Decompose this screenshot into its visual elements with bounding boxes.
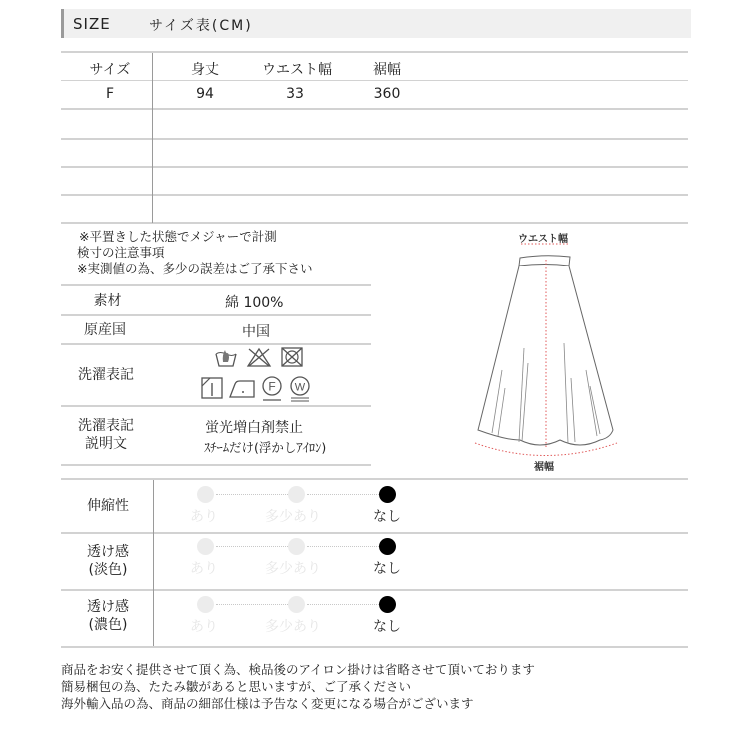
svg-text:F: F (268, 379, 276, 394)
divider (61, 284, 371, 286)
rating-label-line: 透け感 (87, 599, 129, 615)
rating-option-nashi: なし (373, 619, 401, 635)
rating-dot-nashi-selected (379, 596, 396, 613)
rating-option-nashi: なし (373, 509, 401, 525)
rating-label-sheer-light (72, 543, 144, 579)
low-iron-icon (228, 378, 256, 400)
cell-hem: 360 (373, 86, 401, 102)
column-header-length: 身丈 (191, 62, 219, 78)
rating-dot-tashou (288, 538, 305, 555)
skirt-diagram (460, 228, 660, 473)
rating-option-nashi: なし (373, 561, 401, 577)
line-dry-shade-icon (200, 376, 224, 400)
divider (61, 478, 688, 480)
rating-option-tashou: 多少あり (265, 509, 321, 525)
divider (61, 166, 688, 168)
waist-label: ウエスト幅 (518, 234, 568, 245)
care-desc-label-line: 説明文 (85, 436, 127, 452)
rating-option-tashou: 多少あり (265, 561, 321, 577)
svg-text:W: W (294, 381, 306, 394)
divider (61, 405, 371, 407)
origin-value: 中国 (242, 324, 270, 340)
rating-label-line: (濃色) (88, 617, 128, 633)
divider (61, 80, 688, 81)
divider (61, 108, 688, 110)
header-title-en: SIZE (73, 15, 111, 33)
rating-dot-ari (197, 538, 214, 555)
rating-scale-sheer-light (190, 538, 410, 598)
footer-line: 海外輸入品の為、商品の細部仕様は予告なく変更になる場合がございます (61, 696, 474, 711)
divider (61, 314, 371, 316)
rating-connector (307, 546, 379, 547)
rating-dot-tashou (288, 596, 305, 613)
divider (61, 51, 688, 53)
rating-dot-nashi-selected (379, 486, 396, 503)
care-desc-label (70, 417, 142, 453)
rating-connector (307, 604, 379, 605)
note-line: ※実測値の為、多少の誤差はご了承下さい (77, 261, 313, 276)
care-desc-line-1: 蛍光増白剤禁止 (205, 420, 303, 436)
column-header-size: サイズ (89, 62, 131, 78)
divider (61, 343, 371, 345)
column-divider (153, 480, 154, 646)
rating-dot-tashou (288, 486, 305, 503)
rating-dot-ari (197, 596, 214, 613)
divider (61, 194, 688, 196)
care-desc-label-line: 洗濯表記 (78, 418, 134, 434)
rating-label-line: 透け感 (87, 544, 129, 560)
no-bleach-icon (246, 346, 272, 368)
care-symbols (196, 346, 316, 402)
care-label: 洗濯表記 (78, 367, 134, 383)
wet-clean-w-icon (288, 375, 312, 403)
rating-connector (216, 604, 288, 605)
hem-label: 裾幅 (534, 462, 554, 473)
divider (61, 222, 688, 224)
footer-line: 商品をお安く提供させて頂く為、検品後のアイロン掛けは省略させて頂いております (61, 662, 535, 677)
care-desc-line-2: ｽﾁｰﾑだけ(浮かしｱｲﾛﾝ) (204, 440, 327, 455)
cell-waist: 33 (286, 86, 304, 102)
rating-option-ari: あり (190, 619, 218, 635)
rating-scale-sheer-dark (190, 596, 410, 656)
rating-option-tashou: 多少あり (265, 619, 321, 635)
rating-label-sheer-dark (72, 598, 144, 634)
cell-length: 94 (196, 86, 214, 102)
rating-connector (216, 546, 288, 547)
rating-dot-ari (197, 486, 214, 503)
column-header-hem: 裾幅 (373, 62, 401, 78)
origin-label: 原産国 (84, 322, 126, 338)
divider (61, 138, 688, 140)
material-value: 綿 100% (225, 295, 284, 311)
header-title-ja: サイズ表(CM) (149, 18, 253, 34)
rating-label-stretch: 伸縮性 (87, 498, 129, 514)
rating-option-ari: あり (190, 561, 218, 577)
rating-scale-stretch (190, 486, 410, 546)
rating-connector (216, 494, 288, 495)
cell-size: F (105, 86, 115, 102)
material-label: 素材 (93, 293, 122, 309)
rating-option-ari: あり (190, 509, 218, 525)
column-divider (152, 53, 153, 223)
divider (61, 464, 371, 466)
skirt-outline-icon (460, 228, 660, 473)
footer-line: 簡易梱包の為、たたみ皺があると思いますが、ご了承ください (61, 679, 412, 694)
dry-clean-f-icon (260, 375, 284, 403)
rating-label-line: (淡色) (88, 562, 128, 578)
rating-dot-nashi-selected (379, 538, 396, 555)
rating-connector (307, 494, 379, 495)
hand-wash-icon (214, 346, 238, 368)
note-line: ※平置きした状態でメジャーで計測 (79, 229, 277, 244)
note-line: 検寸の注意事項 (77, 245, 165, 260)
section-header (61, 9, 691, 38)
no-tumble-dry-icon (280, 346, 304, 368)
column-header-waist: ウエスト幅 (262, 62, 332, 78)
